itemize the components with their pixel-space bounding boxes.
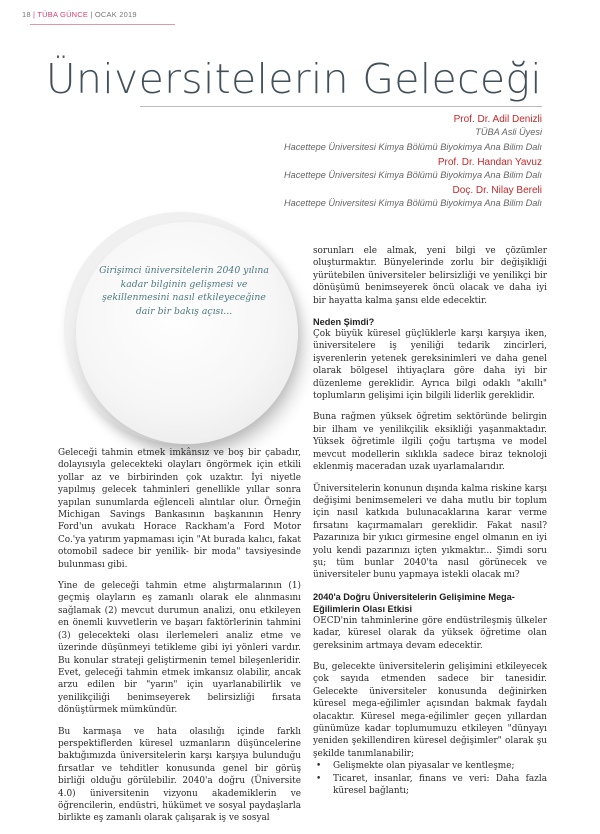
paragraph: Yine de geleceği tahmin etme alıştırmalarının (1) geçmiş olayların eş zamanlı olarak ele alınmasını sağlamak (2) mevcut durumun analizi, onu etkileyen en önemli kuvvetlerin ve başarı faktörlerinin tahmini (3) gelecekteki olası ilerlemeleri analiz etme ve üzerinde düşünmeyi tetikleme gibi iyi yönleri vardır. Bu konular strateji geliştirmenin temel bileşenleridir. Evet, geleceği tahmin etmek imkansız olabilir, ancak arzu edilen bir "yarın" için uyarlanabilirlik ve yenilikçiliği benimseyerek belirsizliği fırsata dönüştürmek mümkündür.: [58, 581, 301, 716]
paragraph: Çok büyük küresel güçlüklerle karşı karşıya iken, üniversitelere iş yeniliği tedarik zincirleri, işverenlerin yetenek gereksinimleri ve daha genel olarak bölgesel ihtiyaçlara göre daha iyi bir düzenleme gereklidir. Ayrıca bilgi odaklı "akıllı" toplumların gelişimi için bilgili liderlik gereklidir.: [313, 329, 547, 402]
header-separator: |: [90, 10, 93, 19]
pull-quote: Girişimci üniversitelerin 2040 yılına kadar bilginin gelişmesi ve şekillenmesini nasıl etkileyeceğine dair bir bakış açısı...: [99, 265, 269, 317]
author-affiliation: Hacettepe Üniversitesi Kimya Bölümü Biyokimya Ana Bilim Dalı: [283, 170, 542, 180]
left-column: [58, 447, 301, 834]
author-affiliation: Hacettepe Üniversitesi Kimya Bölümü Biyokimya Ana Bilim Dalı: [283, 198, 542, 208]
author-affiliation: Hacettepe Üniversitesi Kimya Bölümü Biyokimya Ana Bilim Dalı: [283, 142, 542, 152]
header-separator: |: [33, 10, 36, 19]
list-item: • Gelişmekte olan piyasalar ve kentleşme;: [313, 760, 547, 772]
bullet-list: [313, 760, 547, 797]
author-name: Prof. Dr. Handan Yavuz: [437, 157, 542, 168]
page-number: 18: [22, 10, 31, 19]
decorative-circle: [76, 222, 298, 444]
magazine-name: TÜBA GÜNCE: [37, 10, 89, 19]
paragraph: Geleceği tahmin etmek imkânsız ve boş bir çabadır, dolayısıyla gelecekteki olayları öngörmek için etkili yollar az ve birbirinden çok uzaktır. İyi niyetle yapılmış gelecek tahminleri genellikle yıllar sonra yapılan sunumlarda eğlenceli alıntılar olur. Örneğin Michigan Savings Bankasının başkanının Henry Ford'un avukatı Horace Rackham'a Ford Motor Co.'ya yatırım yapmaması için "At burada kalıcı, fakat otomobil sadece bir yenilik- bir moda" tavsiyesinde bulunması gibi.: [58, 448, 301, 570]
author-name: Prof. Dr. Adil Denizli: [453, 114, 542, 125]
header-rule: [30, 24, 175, 25]
paragraph: Bu, gelecekte üniversitelerin gelişimini etkileyecek çok sayıda etmenden sadece bir tanesidir. Gelecekte üniversiteler konusunda değinirken küresel mega-eğilimler açısından bakmak faydalı olacaktır. Küresel mega-eğilimler geçen yıllardan günümüze kadar toplumumuzu etkileyen "dünyayı yeniden şekillendiren küresel değişimler" olarak şu şekilde tanımlanabilir;: [313, 661, 547, 759]
running-header: [22, 10, 137, 19]
paragraph: sorunları ele almak, yeni bilgi ve çözümler oluşturmaktır. Bünyelerinde zorlu bir değişikliği yürütebilen üniversiteler belirsizliği ve yenilikçi bir dönüşümü benimseyerek öncü olacak ve daha iyi bir hayatta kalma şansı elde edecektir.: [313, 246, 547, 306]
author-affiliation: TÜBA Asli Üyesi: [475, 127, 542, 137]
paragraph: Bu karmaşa ve hata olasılığı içinde farklı perspektiflerden küresel uzmanların düşüncelerine baktığımızda üniversitelerin karşı karşıya bulunduğu fırsatlar ve tehditler konusunda genel bir görüş birliği olduğu görülebilir. 2040'a doğru (Üniversite 4.0) üniversitenin vizyonu akademiklerin ve öğrencilerin, endüstri, hükümet ve sosyal paydaşlarla birlikte eş zamanlı olarak çalışarak iş ve sosyal: [58, 726, 301, 824]
author-name: Doç. Dr. Nilay Bereli: [452, 185, 542, 196]
title-divider: [140, 106, 542, 107]
section-heading: Neden Şimdi?: [313, 317, 375, 328]
article-title: Üniversitelerin Geleceği: [45, 55, 542, 103]
right-column: [313, 245, 547, 797]
list-item: • Ticaret, insanlar, finans ve veri: Daha fazla küresel bağlantı;: [313, 773, 547, 798]
issue-date: OCAK 2019: [94, 10, 137, 19]
paragraph: OECD'nin tahminlerine göre endüstrileşmiş ülkeler kadar, küresel olarak da yüksek öğretime olan gereksinim artmaya devam edecektir.: [313, 615, 547, 651]
paragraph: Üniversitelerin konunun dışında kalma riskine karşı değişimi benimsemeleri ve daha mutlu bir toplum için nasıl katkıda bulunacaklarına karar verme fırsatını kaçırmamaları gereklidir. Fakat nasıl? Pazarınıza bir yıkıcı girmesine engel olmanın en iyi yolu kendi pazarınızı içten yıkmaktır... Şimdi soru şu; tüm bunlar 2040'ta nasıl görünecek ve üniversiteler bunu yapmaya istekli olacak mı?: [313, 483, 547, 581]
section-heading: 2040'a Doğru Üniversitelerin Gelişimine Mega-Eğilimlerin Olası Etkisi: [313, 591, 515, 614]
author-block: [162, 112, 542, 211]
paragraph: Buna rağmen yüksek öğretim sektöründe belirgin bir ilham ve yenilikçilik eksikliği yaşanmaktadır. Yüksek öğretimle ilgili çoğu tartışma ve model mevcut modellerin sıklıkla sadece biraz teknoloji eklenmiş maceradan uzak uyarlamalarıdır.: [313, 412, 547, 473]
